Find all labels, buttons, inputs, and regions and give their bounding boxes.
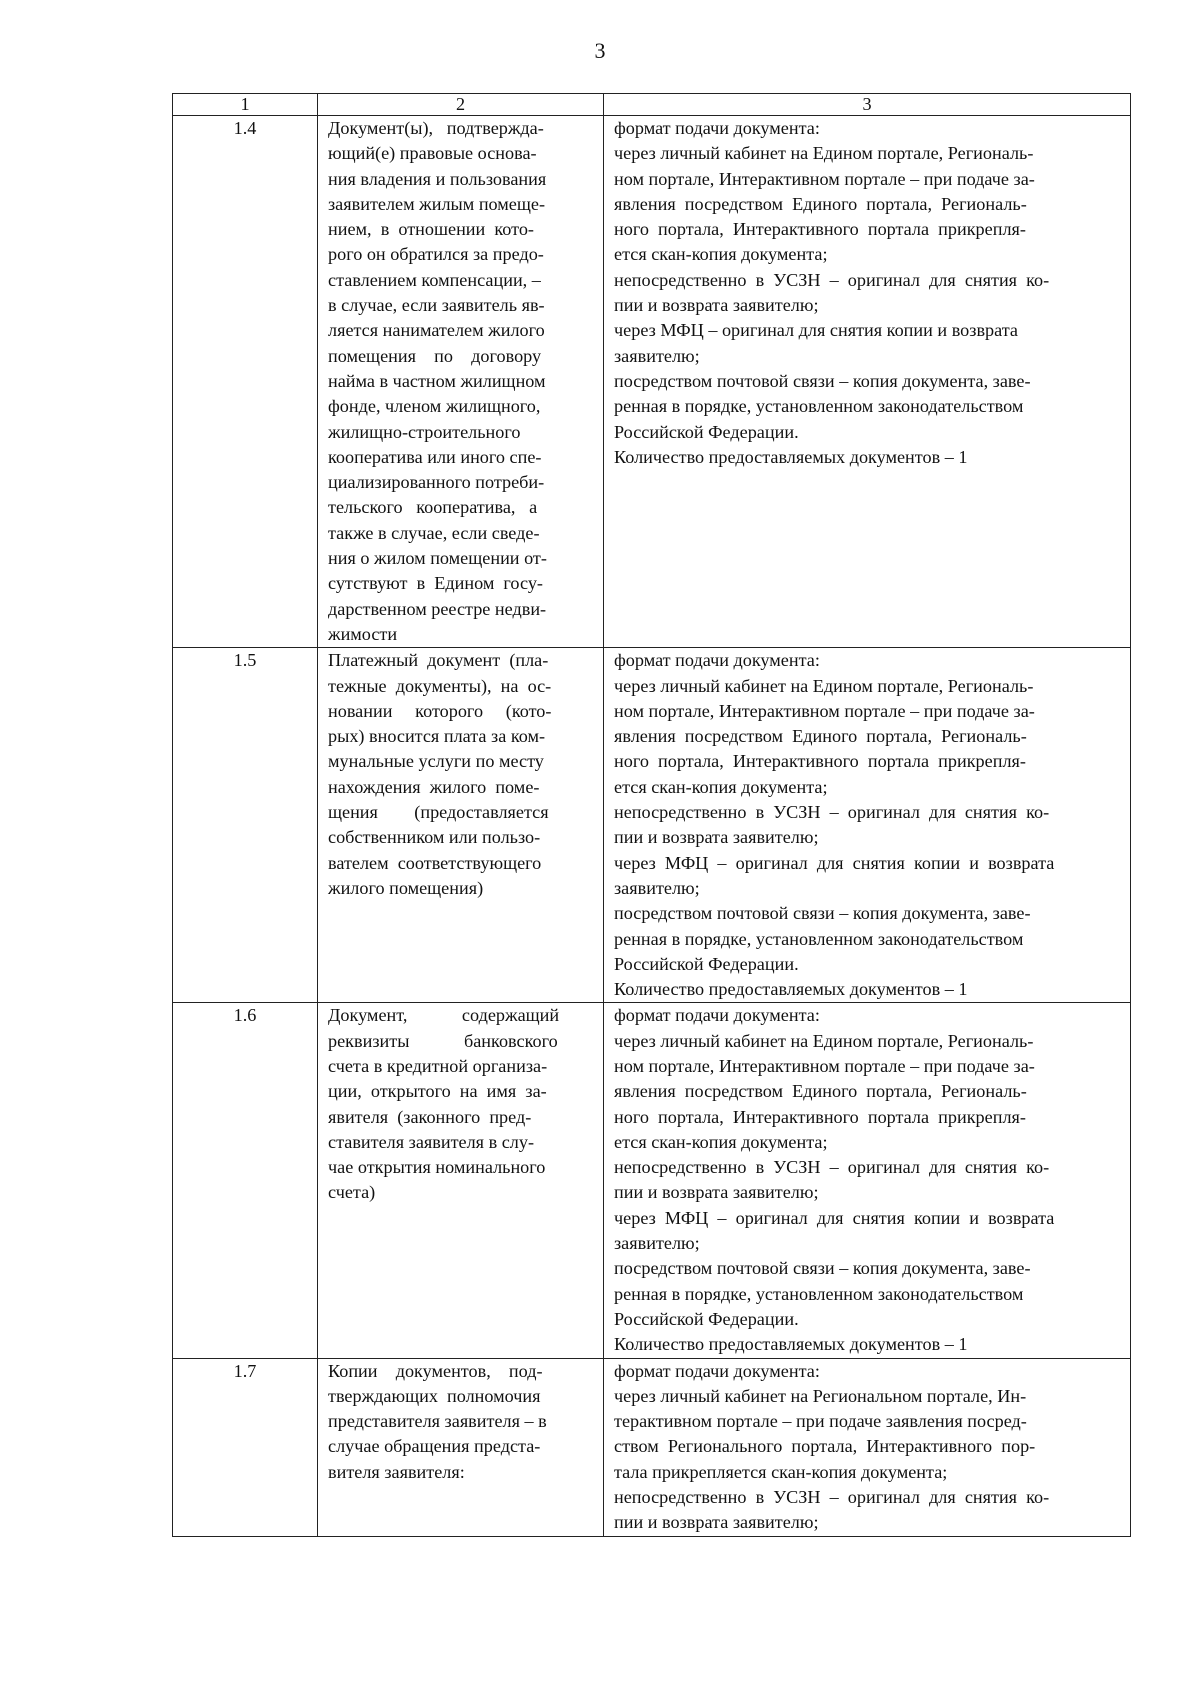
table-row: [173, 648, 1131, 1003]
row-number: 1.5: [173, 648, 318, 1003]
description-line: заявителем жилым помеще-: [328, 193, 546, 214]
format-line: заявителю;: [614, 877, 700, 898]
row-number: 1.7: [173, 1358, 318, 1536]
description-line: счета): [328, 1182, 376, 1203]
description-line: Копии документов, под-: [328, 1360, 543, 1381]
description-line: ющий(е) правовые основа-: [328, 143, 537, 164]
description-line: Платежный документ (пла-: [328, 650, 549, 671]
format-line: Количество предоставляемых документов – 1: [614, 446, 968, 467]
format-line: через личный кабинет на Едином портале, Региональ-: [614, 1030, 1034, 1051]
format-line: явления посредством Единого портала, Региональ-: [614, 193, 1027, 214]
description-line: Документ(ы), подтвержда-: [328, 118, 544, 138]
format-line: Российской Федерации.: [614, 953, 799, 974]
format-line: формат подачи документа:: [614, 650, 820, 671]
format-line: ном портале, Интерактивном портале – при подаче за-: [614, 168, 1035, 189]
format-line: Количество предоставляемых документов – 1: [614, 979, 968, 1000]
description-line: рых) вносится плата за ком-: [328, 726, 546, 747]
submission-format: [604, 1358, 1131, 1536]
description-line: тельского кооператива, а: [328, 497, 538, 518]
format-line: ется скан-копия документа;: [614, 244, 828, 265]
format-line: ного портала, Интерактивного портала прикрепля-: [614, 1106, 1026, 1127]
description-line: случае обращения предста-: [328, 1436, 541, 1457]
submission-format: [604, 1003, 1131, 1358]
description-line: тверждающих полномочия: [328, 1385, 541, 1406]
format-line: Российской Федерации.: [614, 421, 799, 442]
description-line: тежные документы), на ос-: [328, 675, 552, 696]
description-line: новании которого (кото-: [328, 700, 552, 721]
table-row: [173, 116, 1131, 648]
description-line: собственником или пользо-: [328, 827, 541, 848]
format-line: ренная в порядке, установленном законодательством: [614, 928, 1024, 949]
format-line: ном портале, Интерактивном портале – при подаче за-: [614, 1055, 1035, 1076]
format-line: через личный кабинет на Едином портале, Региональ-: [614, 143, 1034, 164]
format-line: через МФЦ – оригинал для снятия копии и возврата: [614, 320, 1018, 341]
format-line: через личный кабинет на Едином портале, Региональ-: [614, 675, 1034, 696]
format-line: пии и возврата заявителю;: [614, 295, 819, 316]
submission-format: [604, 116, 1131, 648]
table-row: [173, 1003, 1131, 1358]
row-number: 1.6: [173, 1003, 318, 1358]
table-row: [173, 1358, 1131, 1536]
description-line: ния владения и пользования: [328, 168, 547, 189]
column-header-2: 2: [318, 94, 604, 116]
format-line: посредством почтовой связи – копия документа, заве-: [614, 903, 1031, 924]
format-line: непосредственно в УСЗН – оригинал для снятия ко-: [614, 269, 1050, 290]
format-line: непосредственно в УСЗН – оригинал для снятия ко-: [614, 1157, 1050, 1178]
description-line: вителя заявителя:: [328, 1461, 465, 1482]
description-line: сутствуют в Едином госу-: [328, 573, 543, 594]
format-line: через личный кабинет на Региональном портале, Ин-: [614, 1385, 1027, 1406]
format-line: Количество предоставляемых документов – 1: [614, 1334, 968, 1355]
format-line: формат подачи документа:: [614, 118, 820, 138]
format-line: непосредственно в УСЗН – оригинал для снятия ко-: [614, 1487, 1050, 1508]
format-line: ством Регионального портала, Интерактивного пор-: [614, 1436, 1036, 1457]
format-line: явления посредством Единого портала, Региональ-: [614, 1081, 1027, 1102]
description-line: ния о жилом помещении от-: [328, 548, 547, 569]
document-description: [318, 1358, 604, 1536]
documents-table: [172, 93, 1131, 1537]
format-line: через МФЦ – оригинал для снятия копии и возврата: [614, 1207, 1055, 1228]
description-line: в случае, если заявитель яв-: [328, 295, 545, 316]
description-line: кооператива или иного спе-: [328, 446, 542, 467]
format-line: формат подачи документа:: [614, 1005, 820, 1026]
description-line: жилого помещения): [328, 877, 484, 898]
row-number: 1.4: [173, 116, 318, 648]
description-line: щения (предоставляется: [328, 802, 549, 823]
description-line: вателем соответствующего: [328, 852, 542, 873]
description-line: ляется нанимателем жилого: [328, 320, 545, 341]
format-line: ном портале, Интерактивном портале – при подаче за-: [614, 700, 1035, 721]
format-line: ется скан-копия документа;: [614, 776, 828, 797]
format-line: посредством почтовой связи – копия документа, заве-: [614, 1258, 1031, 1279]
description-line: представителя заявителя – в: [328, 1411, 547, 1432]
description-line: также в случае, если сведе-: [328, 522, 540, 543]
description-line: нием, в отношении кото-: [328, 219, 534, 240]
description-line: ставителя заявителя в слу-: [328, 1131, 535, 1152]
format-line: посредством почтовой связи – копия документа, заве-: [614, 370, 1031, 391]
format-line: ется скан-копия документа;: [614, 1131, 828, 1152]
description-line: реквизиты банковского: [328, 1030, 558, 1051]
format-line: формат подачи документа:: [614, 1360, 820, 1381]
format-line: заявителю;: [614, 345, 700, 366]
description-line: ции, открытого на имя за-: [328, 1081, 547, 1102]
description-line: Документ, содержащий: [328, 1005, 560, 1026]
description-line: нахождения жилого поме-: [328, 776, 540, 797]
format-line: пии и возврата заявителю;: [614, 827, 819, 848]
format-line: терактивном портале – при подаче заявления посред-: [614, 1411, 1027, 1432]
column-header-1: 1: [173, 94, 318, 116]
document-description: [318, 116, 604, 648]
format-line: ного портала, Интерактивного портала прикрепля-: [614, 751, 1026, 772]
format-line: непосредственно в УСЗН – оригинал для снятия ко-: [614, 802, 1050, 823]
submission-format: [604, 648, 1131, 1003]
description-line: найма в частном жилищном: [328, 370, 546, 391]
format-line: заявителю;: [614, 1233, 700, 1254]
description-line: чае открытия номинального: [328, 1157, 546, 1178]
format-line: явления посредством Единого портала, Региональ-: [614, 726, 1027, 747]
format-line: через МФЦ – оригинал для снятия копии и возврата: [614, 852, 1055, 873]
format-line: пии и возврата заявителю;: [614, 1512, 819, 1533]
description-line: жилищно-строительного: [328, 421, 521, 442]
description-line: явителя (законного пред-: [328, 1106, 532, 1127]
document-description: [318, 1003, 604, 1358]
format-line: ренная в порядке, установленном законодательством: [614, 1283, 1024, 1304]
description-line: жимости: [328, 623, 398, 644]
description-line: циализированного потреби-: [328, 472, 545, 493]
description-line: рого он обратился за предо-: [328, 244, 544, 265]
page-number: 3: [594, 38, 606, 63]
format-line: ренная в порядке, установленном законодательством: [614, 396, 1024, 417]
format-line: ного портала, Интерактивного портала прикрепля-: [614, 219, 1026, 240]
format-line: тала прикрепляется скан-копия документа;: [614, 1461, 948, 1482]
description-line: ставлением компенсации, –: [328, 269, 541, 290]
column-header-3: 3: [604, 94, 1131, 116]
description-line: счета в кредитной организа-: [328, 1055, 548, 1076]
format-line: пии и возврата заявителю;: [614, 1182, 819, 1203]
document-description: [318, 648, 604, 1003]
description-line: мунальные услуги по месту: [328, 751, 544, 772]
description-line: помещения по договору: [328, 345, 542, 366]
description-line: дарственном реестре недви-: [328, 598, 547, 619]
description-line: фонде, членом жилищного,: [328, 396, 541, 417]
table-header-row: [173, 94, 1131, 116]
format-line: Российской Федерации.: [614, 1308, 799, 1329]
